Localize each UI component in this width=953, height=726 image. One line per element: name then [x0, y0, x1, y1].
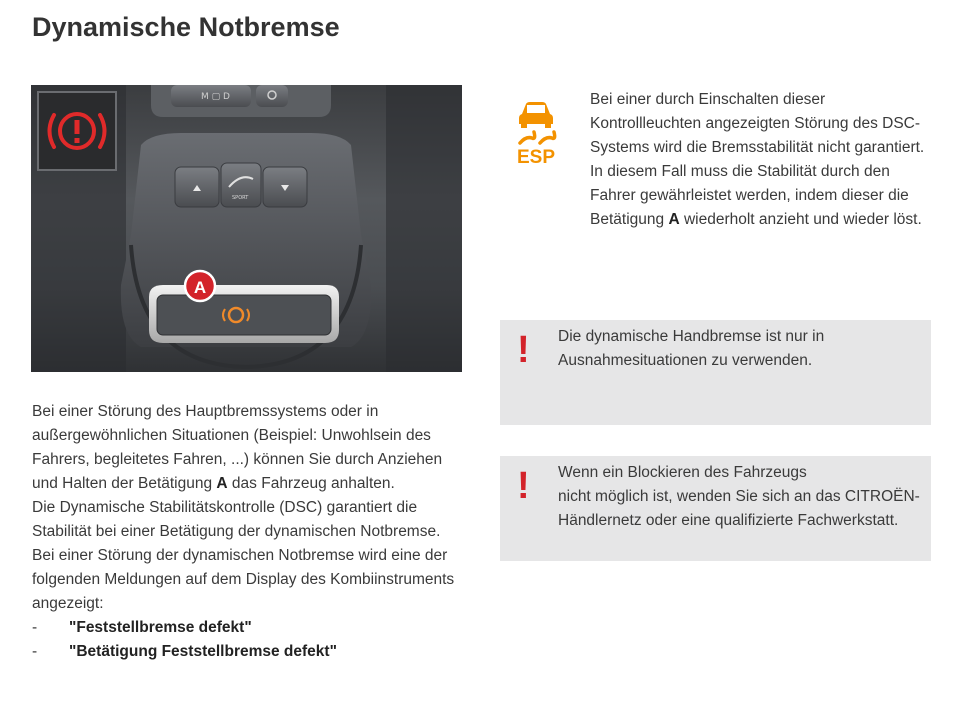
list-item: - "Betätigung Feststellbremse defekt" [32, 643, 337, 660]
console-photo [31, 85, 462, 372]
parking-brake-warning-icon [37, 91, 117, 171]
paragraph: Bei einer Störung des Hauptbremssystems oder in außergewöhnlichen Situationen (Beispiel: Unwohlsein des Fahrers, begleitetes Fahren, ...) können Sie durch Anziehen und Halten der Betätigung A das Fahrzeug anhalten. [32, 403, 443, 492]
esp-label: ESP [516, 147, 556, 166]
callout-a-label: A [193, 278, 207, 297]
paragraph: Die Dynamische Stabilitätskontrolle (DSC) garantiert die Stabilität bei einer Betätigung der dynamischen Notbremse. [32, 499, 441, 540]
esp-paragraph: Bei einer durch Einschalten dieser Kontrollleuchten angezeigten Störung des DSC-Systems wird die Bremsstabilität nicht garantiert. In diesem Fall muss die Stabilität durch den Fahrer gewährleistet werden, indem dieser die Betätigung A wiederholt anzieht und wieder löst. [590, 91, 925, 228]
note-text: Wenn ein Blockieren des Fahrzeugs nicht möglich ist, wenden Sie sich an das CITROËN-Händlernetz oder eine qualifizierte Fachwerkstatt. [558, 464, 920, 529]
body-text [32, 400, 472, 664]
note-box [500, 320, 931, 425]
warning-exclamation-icon: ! [517, 329, 530, 371]
warning-exclamation-icon: ! [517, 465, 530, 507]
list-item: - "Feststellbremse defekt" [32, 619, 252, 636]
paragraph: Bei einer Störung der dynamischen Notbremse wird eine der folgenden Meldungen auf dem Display des Kombiinstruments angezeigt: [32, 547, 455, 612]
note-text: Die dynamische Handbremse ist nur in Ausnahmesituationen zu verwenden. [558, 328, 825, 369]
svg-text:M ▢ D: M ▢ D [201, 92, 230, 102]
esp-warning-icon [510, 98, 560, 166]
sport-label: SPORT [232, 195, 249, 201]
note-box [500, 456, 931, 561]
page-title: Dynamische Notbremse [32, 12, 340, 42]
